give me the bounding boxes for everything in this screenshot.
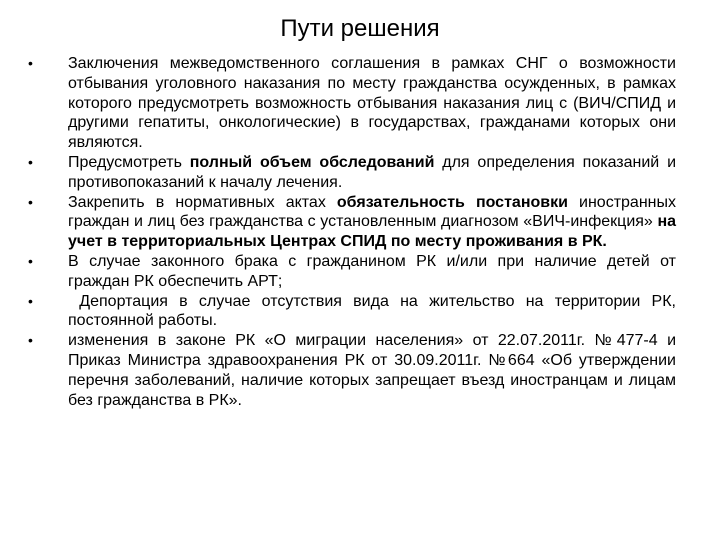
item-text-bold: на учет в территориальных Центрах СПИД по месту проживания в РК.	[68, 213, 676, 251]
item-text: Депортация в случае отсутствия вида на жительство на территории РК, постоянной работы.	[68, 292, 681, 330]
item-text-bold: обязательность постановки	[336, 193, 568, 211]
bullet-icon: •	[28, 332, 33, 349]
list-item	[26, 292, 681, 332]
list-item	[26, 193, 676, 252]
bullet-icon: •	[28, 193, 33, 210]
bullet-list	[26, 54, 681, 410]
list-item	[26, 331, 676, 410]
item-text: Предусмотреть	[68, 153, 190, 171]
list-item	[26, 153, 676, 193]
bullet-icon: •	[28, 252, 33, 269]
item-text: изменения в законе РК «О миграции населения» от 22.07.2011г. №477-4 и Приказ Министра здравоохранения РК от 30.09.2011г. №664 «Об утверждении перечня заболеваний, наличие которых запрещает въезд иностранцам и лицам без гражданства в РК».	[68, 332, 676, 409]
bullet-icon: •	[28, 153, 33, 170]
list-item	[26, 252, 676, 292]
item-text: для определения показаний и противопоказаний к началу лечения.	[68, 153, 677, 191]
bullet-icon: •	[28, 292, 33, 309]
item-text: иностранных граждан и лиц без гражданства с установленным диагнозом «ВИЧ-инфекция»	[68, 193, 676, 231]
item-text-bold: полный объем обследований	[189, 153, 435, 171]
bullet-icon: •	[28, 55, 33, 71]
item-text: Закрепить в нормативных актах	[68, 193, 337, 211]
slide-title: Пути решения	[280, 15, 440, 42]
list-item	[26, 54, 676, 153]
item-text: В случае законного брака с гражданином РК и/или при наличие детей от граждан РК обеспечить АРТ;	[68, 252, 676, 290]
item-text: Заключения межведомственного соглашения в рамках СНГ о возможности отбывания уголовного наказания по месту гражданства осужденных, в рамках которого предусмотреть возможность отбывания наказания лиц с (ВИЧ/СПИД и другими гепатиты, онкологические) в государствах, гражданами которых они являются.	[68, 55, 676, 152]
